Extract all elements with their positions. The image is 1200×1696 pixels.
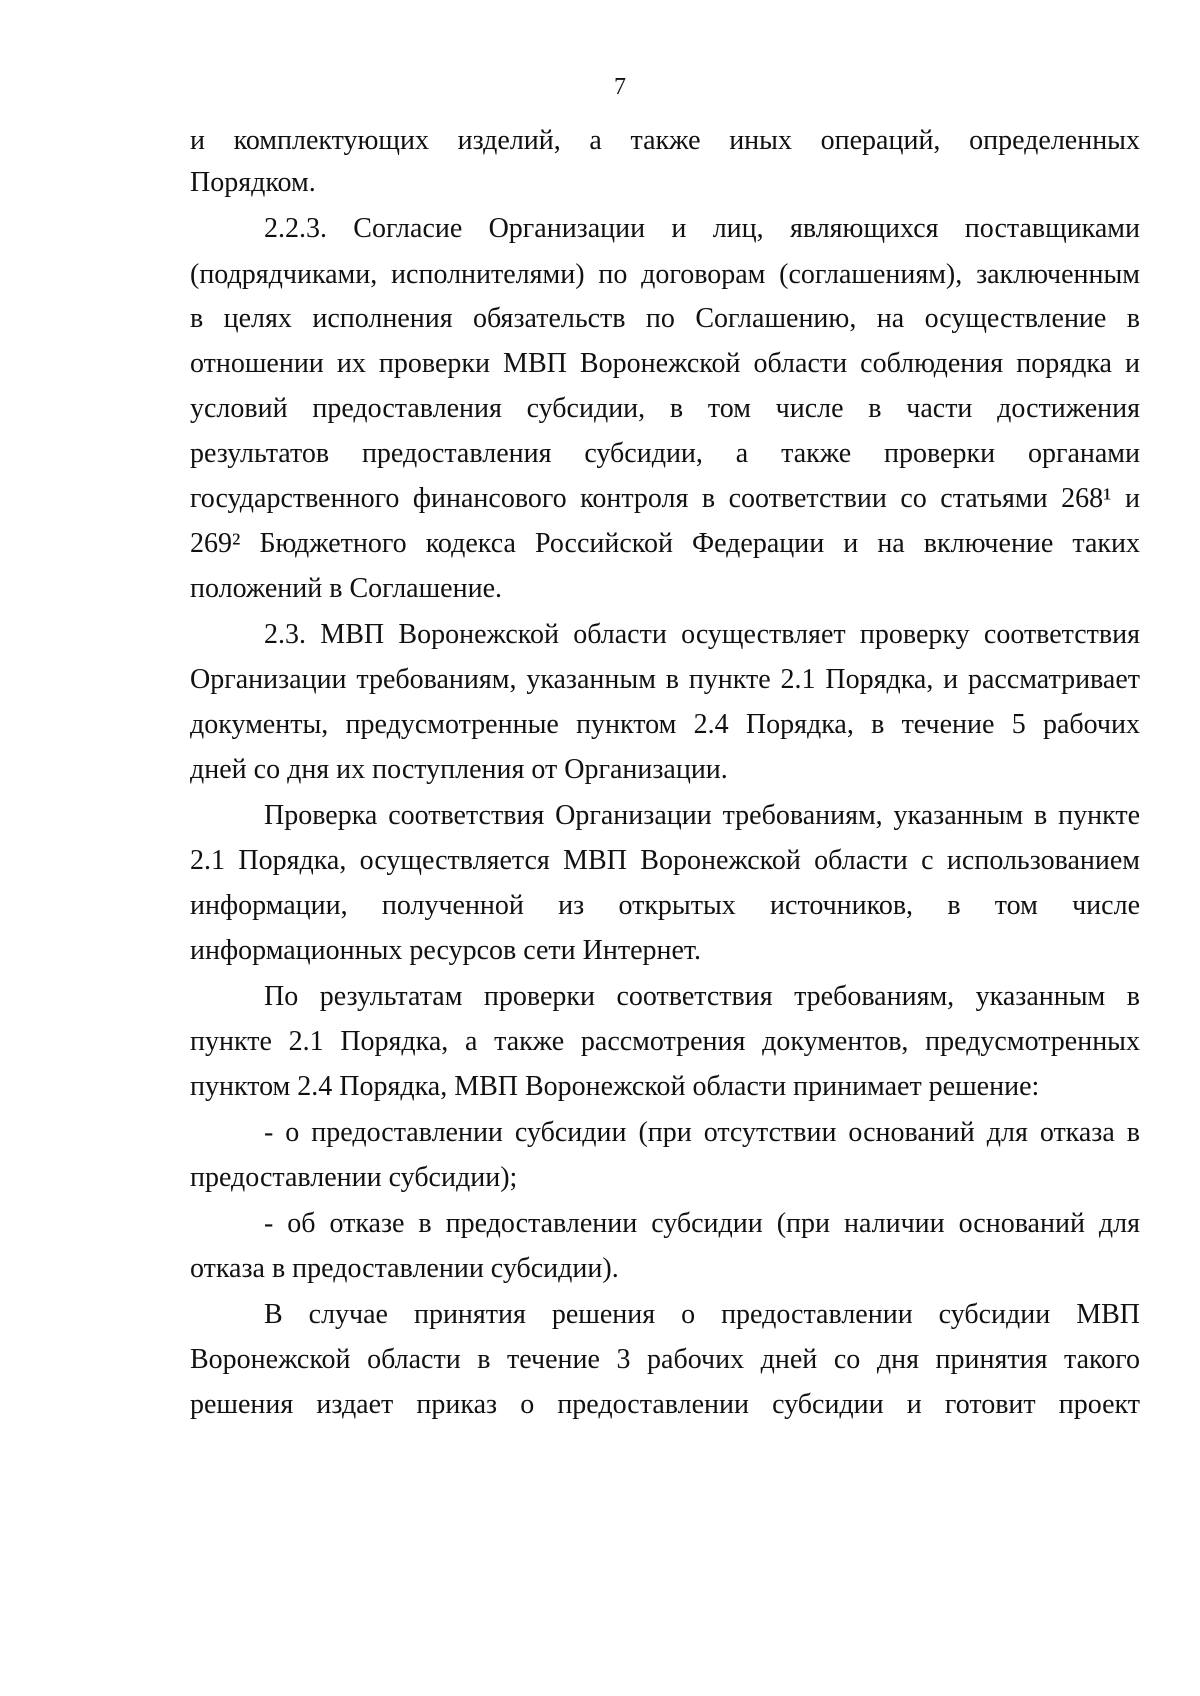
- text-line: В случае принятия решения о предоставлении субсидии МВП: [264, 1299, 1140, 1330]
- text-line: По результатам проверки соответствия требованиям, указанным в: [264, 981, 1140, 1012]
- text-line: дней со дня их поступления от Организации.: [190, 754, 728, 785]
- text-line: 2.2.3. Согласие Организации и лиц, являющихся поставщиками: [264, 213, 1140, 244]
- text-line: в целях исполнения обязательств по Соглашению, на осуществление в: [190, 303, 1140, 334]
- text-line: 269² Бюджетного кодекса Российской Федерации и на включение таких: [190, 528, 1140, 559]
- text-line: документы, предусмотренные пунктом 2.4 Порядка, в течение 5 рабочих: [190, 709, 1140, 740]
- text-line: 2.3. МВП Воронежской области осуществляет проверку соответствия: [264, 619, 1140, 650]
- text-line: отношении их проверки МВП Воронежской области соблюдения порядка и: [190, 348, 1140, 379]
- text-line: условий предоставления субсидии, в том числе в части достижения: [190, 393, 1140, 424]
- text-line: информационных ресурсов сети Интернет.: [190, 935, 702, 966]
- text-line: отказа в предоставлении субсидии).: [190, 1253, 619, 1284]
- text-line: результатов предоставления субсидии, а также проверки органами: [190, 438, 1140, 469]
- text-line: пунктом 2.4 Порядка, МВП Воронежской области принимает решение:: [190, 1071, 1040, 1102]
- text-line: Организации требованиям, указанным в пункте 2.1 Порядка, и рассматривает: [190, 664, 1140, 695]
- text-line: государственного финансового контроля в соответствии со статьями 268¹ и: [190, 483, 1140, 514]
- text-line: положений в Соглашение.: [190, 573, 502, 604]
- text-line: решения издает приказ о предоставлении субсидии и готовит проект: [190, 1389, 1140, 1420]
- text-line: пункте 2.1 Порядка, а также рассмотрения документов, предусмотренных: [190, 1026, 1140, 1057]
- text-line: и комплектующих изделий, а также иных операций, определенных: [190, 125, 1140, 156]
- text-line: - об отказе в предоставлении субсидии (при наличии оснований для: [264, 1208, 1140, 1239]
- text-line: (подрядчиками, исполнителями) по договорам (соглашениям), заключенным: [190, 259, 1140, 290]
- page-number: 7: [614, 74, 626, 100]
- text-line: Порядком.: [190, 167, 316, 198]
- text-line: Воронежской области в течение 3 рабочих дней со дня принятия такого: [190, 1344, 1140, 1375]
- text-line: 2.1 Порядка, осуществляется МВП Воронежской области с использованием: [190, 845, 1140, 876]
- text-line: Проверка соответствия Организации требованиям, указанным в пункте: [264, 800, 1140, 831]
- text-line: предоставлении субсидии);: [190, 1162, 518, 1193]
- text-line: - о предоставлении субсидии (при отсутствии оснований для отказа в: [264, 1117, 1140, 1148]
- text-line: информации, полученной из открытых источников, в том числе: [190, 890, 1140, 921]
